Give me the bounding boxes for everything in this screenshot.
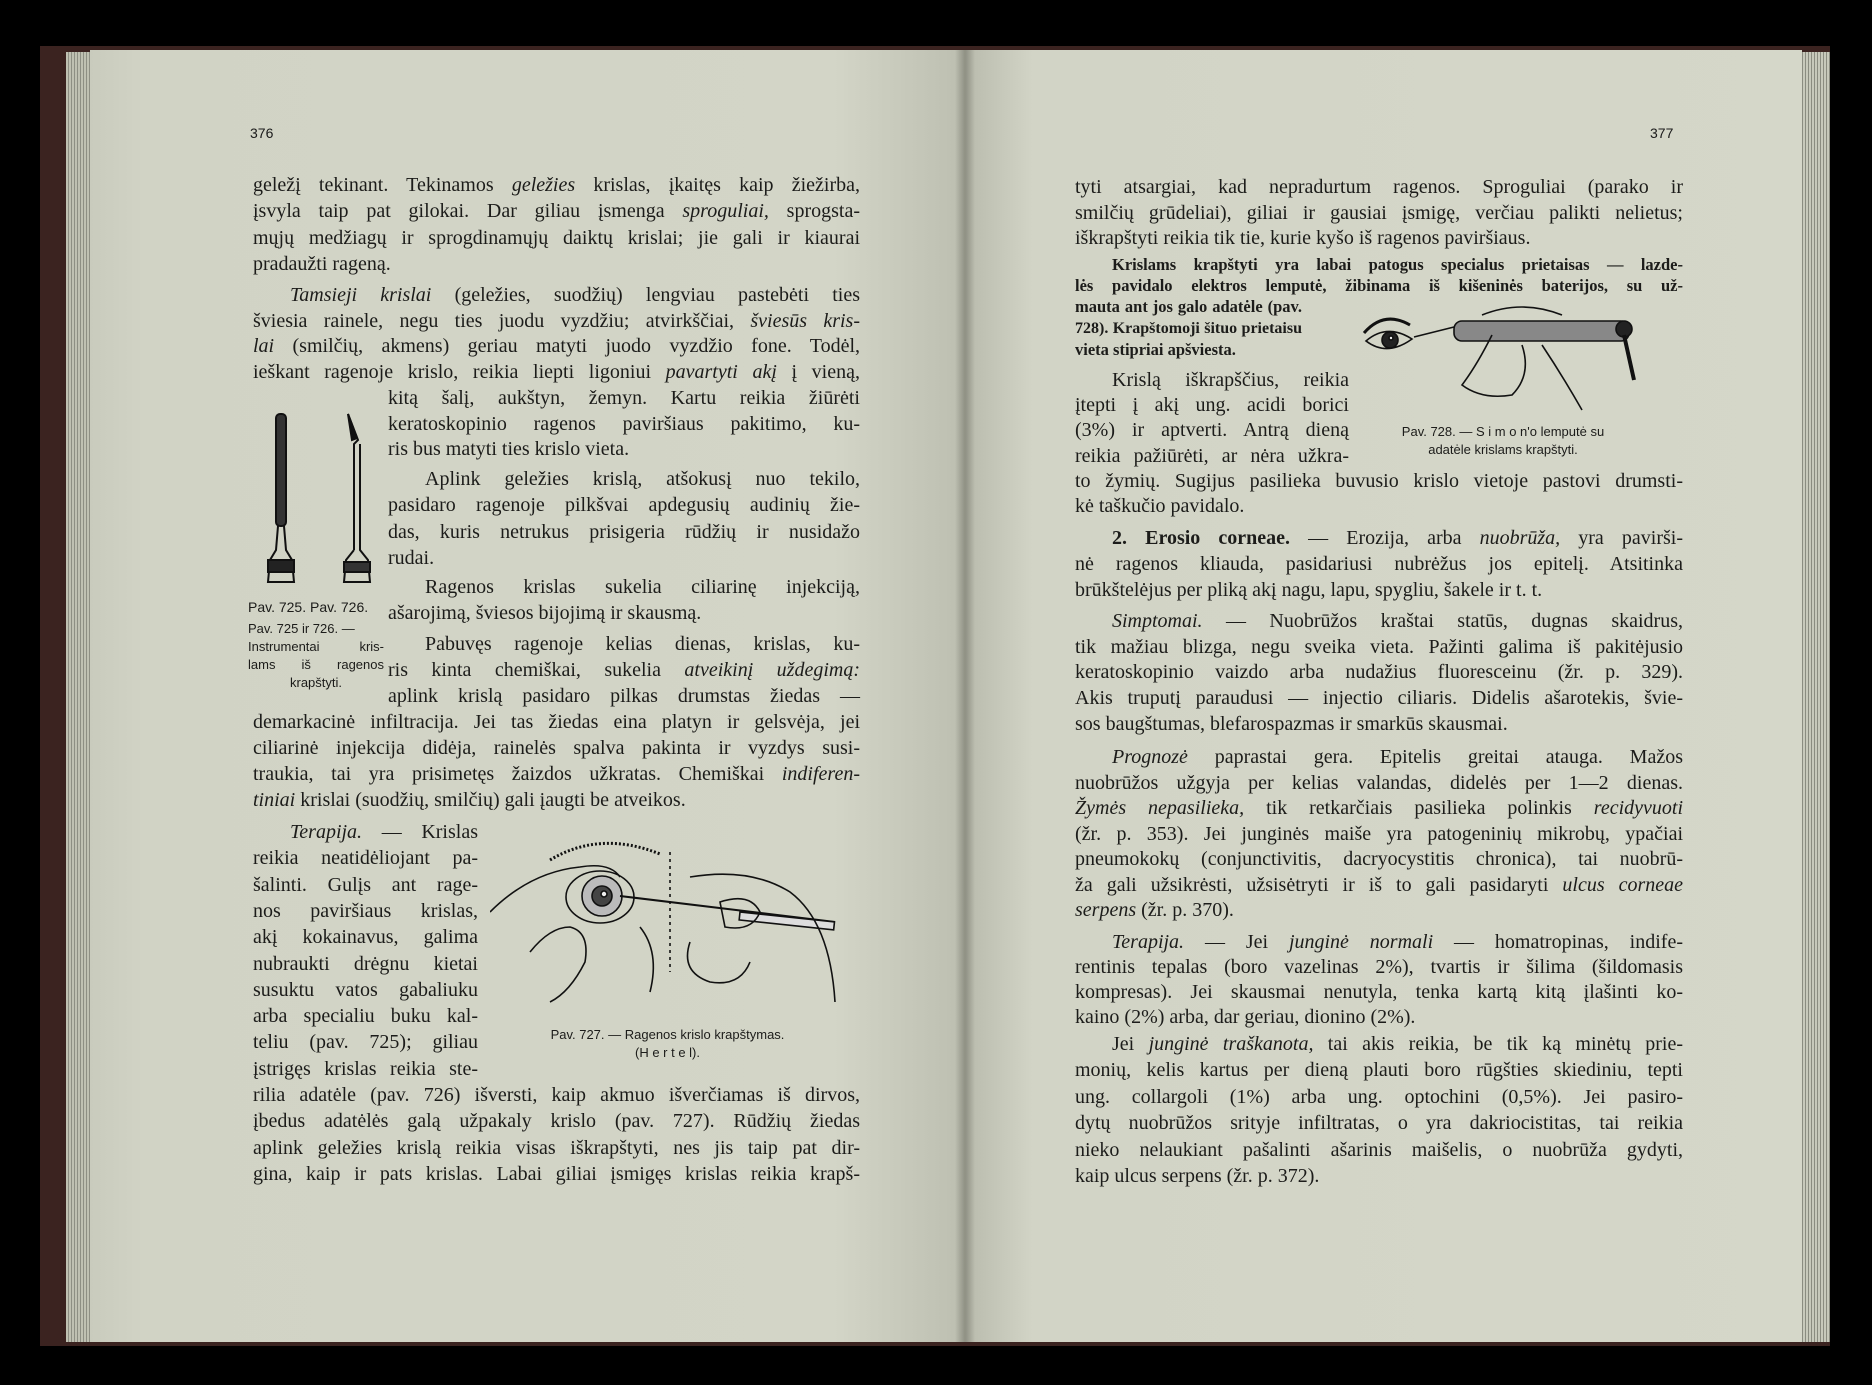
text-line [388,436,860,462]
caption-line: adatėle krislams krapštyti. [1428,442,1578,457]
text-run: tik mažiau blizga, negu sveika vieta. Pažinti galima iš pakitėjusio [1075,635,1683,658]
text-line [1075,872,1683,898]
text-run: iškrapštyti reikia tik tie, kurie kyšo iš ragenos paviršiaus. [1075,227,1531,250]
text-line [1075,551,1683,577]
text-line [253,1082,860,1108]
text-run: — homatropinas, indife- [1433,931,1683,953]
text-run: šalinti. Gulįs ant rage- [253,873,478,896]
text-line [253,198,860,224]
text-line [1075,577,1683,603]
text-run: dytų nuobrūžos srityje infiltratas, o yra dakriocistitas, tai reikia [1075,1112,1683,1135]
text-run: įbedus adatėlės galą užpakaly krislo (pav. 727). Rūdžių žiedas [253,1110,860,1133]
text-line [388,385,860,411]
caption-line: (H e r t e l). [634,1045,700,1060]
text-line [1075,954,1683,980]
text-line [1075,1163,1683,1189]
text-run: ris kinta chemiškai, sukelia [388,659,685,681]
text-run: pneumokokų (conjunctivitis, dacryocystitis chronica), tai nuobrū- [1075,848,1683,870]
text-line [253,924,478,950]
caption-line: krapštyti. [289,675,342,690]
text-run: susuktu vatos gabaliuku [253,978,478,1001]
text-line [1075,337,1302,363]
italic-text: Terapija. [290,821,363,843]
page-number-left: 376 [250,125,274,141]
text-line [388,492,860,518]
text-run: krislas, įkaitęs kaip žiežirba, [575,174,861,196]
text-line [1112,608,1683,634]
text-run: (žr. p. 353). Jei junginės maiše yra patogeninių mikrobų, ypačiai [1075,822,1683,845]
italic-text: recidyvuoti [1593,797,1684,819]
text-run: kė taškučio pavidalo. [1075,495,1245,517]
text-run: mųjų medžiagų ir sprogdinamųjų daiktų krislai; jie gali ir kiaurai [253,226,860,249]
text-run: pasidaro ragenoje pilkšvai apdegusių audinių žie- [388,494,860,517]
text-run: lės pavidalo elektros lemputė, žibinama iš kišeninės baterijos, su už- [1075,276,1683,296]
text-run: kaino (2%) arba, dar geriau, dionino (2%). [1075,1006,1416,1028]
text-run: sos baugštumas, blefarospazmas ir smarkūs skausmai. [1075,712,1508,735]
text-line [253,709,860,735]
text-run: arba specialiu buku kal- [253,1005,478,1028]
text-line [1075,417,1349,443]
text-line [290,819,478,845]
text-line [253,333,860,359]
italic-text: serpens [1075,899,1137,921]
text-run: kitą šalį, aukštyn, žemyn. Kartu reikia žiūrėti [388,386,860,409]
text-line [1075,174,1683,200]
text-run: (3%) ir aptverti. Antrą dieną [1075,419,1349,442]
figure-727-eye-scraping [490,832,840,1012]
text-line [1075,200,1683,226]
text-line [1075,493,1683,519]
text-line [388,657,860,683]
text-line [1075,979,1683,1005]
text-run: rudai. [388,546,435,569]
text-run: nieko nelaukiant pašalinti ašarinis maišelis, o nuobrūža gydyti, [1075,1138,1683,1161]
text-run: das, kuris netrukus prisigeria rūdžių ir nusidažo [388,520,860,543]
italic-text: ulcus corneae [1562,873,1683,896]
text-run: šviesia rainele, negu ties juodu vyzdžiu; atvirkščiai, [253,309,751,332]
text-run: kompresas). Jei skausmai nenutyla, tenka kartą kitą įlašinti ko- [1075,981,1683,1003]
text-run: yra pavirši- [1560,527,1683,549]
text-run: į vieną, [776,361,860,384]
instrument-726 [344,414,370,582]
text-run: aplink geležies krislą reikia visas iškrapštyti, nes jis taip pat dir- [253,1136,860,1159]
text-run: reikia neatidėliojant pa- [253,847,478,870]
text-run: Jei [1112,1033,1149,1055]
text-run: Krislams krapštyti yra labai patogus specialus prietaisas — lazde- [1112,255,1683,274]
text-run: Aplink geležies krislą, atšokusį nuo tekilo, [425,468,860,490]
text-line [253,787,860,813]
italic-text: junginė traškanota, [1148,1033,1314,1055]
text-line [1112,929,1683,955]
text-run: vieta stipriai apšviesta. [1075,339,1236,359]
italic-text: atveikinį uždegimą: [684,659,860,681]
text-line [1075,711,1683,737]
text-run: monių, kelis kartus per dieną plauti boro rūgšties skiediniu, tepti [1075,1059,1683,1082]
text-run: mauta ant jos galo adatėle (pav. [1075,297,1302,317]
text-run: traukia, tai yra prisimetęs žaizdos užkratas. Chemiškai [253,763,782,785]
italic-text: lai [253,335,275,358]
figure-728-simon-lamp [1362,305,1637,415]
text-line [1075,443,1349,469]
text-run: smilčių grūdeliai), giliai ir gausiai įsmigę, verčiau palikti nelietus; [1075,201,1683,224]
italic-text: pavartyti akį [665,361,777,384]
text-run: — Jei [1184,931,1289,953]
text-run: krislai (suodžių, smilčių) gali įaugti be atveikos. [295,789,686,811]
text-line [253,761,860,787]
italic-text: tiniai [253,789,296,811]
text-line [1075,225,1683,251]
book-gutter [955,50,975,1342]
text-run: demarkacinė infiltracija. Jei tas žiedas eina platyn ir gelsvėja, jei [253,711,860,733]
text-line [1075,770,1683,796]
text-line [388,600,860,626]
text-line [290,282,860,308]
text-line [1112,744,1683,770]
text-line [253,977,478,1003]
text-line [425,631,860,657]
text-run: — Erozija, arba [1290,527,1480,549]
text-run: tai akis reikia, be tik ką minėtų prie- [1313,1033,1684,1055]
text-run: (smilčių, akmens) geriau matyti juodo vyzdžio fone. Todėl, [274,335,860,358]
text-line [253,359,860,385]
text-line [1075,634,1683,660]
text-run: įtepti į akį ung. acidi borici [1075,394,1349,417]
text-run: sprogsta- [768,200,860,223]
caption-line: Instrumentai kris- [248,639,384,654]
text-run: brūkštelėjus per pliką akį nagu, lapu, spygliu, šakele ir t. t. [1075,579,1543,601]
text-line [1075,846,1683,872]
caption-line: Pav. 728. — S i m o n'o lemputė su [1401,424,1605,439]
text-run: ung. collargoli (1%) arba ung. optochini (0,5%). Jei pasiro- [1075,1085,1683,1108]
text-line [253,1161,860,1187]
italic-text: Žymės nepasilieka, [1075,797,1245,819]
text-run: tik retkarčiais pasilieka polinkis [1244,797,1594,819]
italic-text: indiferen- [781,763,860,785]
text-line [253,1029,478,1055]
text-run: — Krislas [362,821,478,843]
text-run: Pabuvęs ragenoje kelias dienas, krislas, ku- [425,633,860,655]
text-run: teliu (pav. 725); giliau [253,1031,478,1054]
text-run: nos paviršiaus krislas, [253,899,478,922]
fig-725-726-labels: Pav. 725. Pav. 726. [248,599,369,615]
text-run: keratoskopinio ragenos paviršiaus pakitimo, ku- [388,412,860,435]
text-line [253,308,860,334]
italic-text: šviesūs kris- [750,309,860,332]
text-line [253,251,860,277]
text-line [1075,1084,1683,1110]
text-run: ris bus matyti ties krislo vieta. [388,438,630,461]
text-run: keratoskopinio vaizdo arba nudažius fluoresceinu (žr. p. 329). [1075,661,1683,684]
text-run: ža gali užsikrėsti, užsisėtryti ir iš to gali pasidaryti [1075,873,1563,896]
text-line [425,574,860,600]
caption-line: lams iš ragenos [248,657,384,672]
text-run: Ragenos krislas sukelia ciliarinę injekciją, [425,576,860,598]
text-line [253,951,478,977]
text-line [1075,1004,1683,1030]
text-run: rilia adatėle (pav. 726) išversti, kaip akmuo išverčiamas iš dirvos, [253,1084,860,1106]
text-line [1075,1137,1683,1163]
text-line [1075,659,1683,685]
text-run: pradaužti rageną. [253,253,391,276]
needle [1414,327,1454,337]
italic-text: Terapija. [1112,931,1185,953]
text-run: ciliarinė injekcija didėja, rainelės spalva pakinta ir vyzdys susi- [253,737,860,759]
text-line [1075,1057,1683,1083]
fig-728-caption [1372,423,1634,459]
text-run: 728). Krapštomoji šituo prietaisu [1075,319,1302,337]
text-run: — Nuobrūžos kraštai statūs, dugnas skaidrus, [1202,610,1683,632]
text-line [253,845,478,871]
text-run: gina, kaip ir pats krislas. Labai giliai įsmigęs krislas reikia krapš- [253,1162,860,1185]
text-run: ieškant ragenoje krislo, reikia liepti ligoniui [253,361,666,384]
section-heading: 2. Erosio corneae. [1112,527,1291,549]
text-run: (geležies, suodžių) lengviau pastebėti ties [431,284,860,306]
italic-text: Tamsieji krislai [290,284,432,306]
fig-725-726-caption [248,620,384,692]
text-run: reikia pažiūrėti, ar nėra užkra- [1075,444,1349,467]
page-number-right: 377 [1650,125,1674,141]
text-line [1112,367,1349,393]
italic-text: junginė normali [1288,931,1434,953]
text-line [253,1108,860,1134]
text-line [253,225,860,251]
italic-text: Prognozė [1112,746,1188,768]
text-line [1075,1110,1683,1136]
italic-text: sproguliai, [682,200,769,223]
page-edges-right [1800,52,1830,1342]
text-run: nuobrūžos užgyja per kelias valandas, didelės per 1—2 dienas. [1075,771,1683,794]
text-line [1075,821,1683,847]
text-line [388,683,860,709]
text-line [1112,1031,1683,1057]
text-line [388,411,860,437]
text-run: įstrigęs krislas reikia ste- [253,1057,478,1080]
text-run: nubraukti drėgnu kietai [253,952,478,975]
text-line [1075,897,1683,923]
text-line [1075,685,1683,711]
figure-725-726-instruments [262,410,377,590]
eyebrow [550,843,660,860]
text-line [425,466,860,492]
text-line [253,735,860,761]
text-run: ašarojimą, šviesos bijojimą ir skausmą. [388,602,702,624]
fig-727-caption [505,1026,830,1062]
text-run: aplink krislą pasidaro pilkas drumstas žiedas — [388,685,860,707]
text-run: kaip ulcus serpens (žr. p. 372). [1075,1165,1320,1187]
text-run: tyti atsargiai, kad nepradurtum ragenos. Sproguliai (parako ir [1075,176,1683,198]
text-run: rentinis tepalas (boro vazelinas 2%), tvartis ir šilima (šildomasis [1075,956,1683,978]
text-line [388,545,860,571]
text-run: paprastai gera. Epitelis greitai atauga. Mažos [1187,746,1683,768]
text-line [1075,468,1683,494]
text-run: įsvyla taip pat gilokai. Dar giliau įsmenga [253,200,683,223]
text-run: akį kokainavus, galima [253,926,478,949]
text-line [253,172,860,198]
italic-text: Simptomai. [1112,610,1203,632]
caption-line: Pav. 727. — Ragenos krislo krapštymas. [550,1027,785,1042]
text-line [253,898,478,924]
lamp-body [1454,321,1629,341]
text-line [253,1056,478,1082]
text-run: Akis truputį paraudusi — injectio ciliaris. Didelis ašarotekis, švie- [1075,687,1683,710]
caption-line: Pav. 725 ir 726. — [248,621,355,636]
italic-text: geležies [511,174,576,196]
text-line [1075,795,1683,821]
italic-text: nuobrūža, [1479,527,1561,549]
text-line [253,1135,860,1161]
text-run: Krislą iškrapščius, reikia [1112,369,1349,391]
text-run: nė ragenos kliauda, pasidariusi nubrėžus jos epitelį. Atsitinka [1075,553,1683,575]
text-line [1112,525,1683,551]
text-line [253,872,478,898]
text-line [1075,392,1349,418]
text-run: geležį tekinant. Tekinamos [253,174,512,196]
instrument-725 [268,414,294,582]
text-line [253,1003,478,1029]
text-line [388,519,860,545]
text-run: (žr. p. 370). [1136,899,1234,921]
text-run: to žymių. Sugijus pasilieka buvusio krislo vietoje pastovi drumsti- [1075,469,1683,492]
